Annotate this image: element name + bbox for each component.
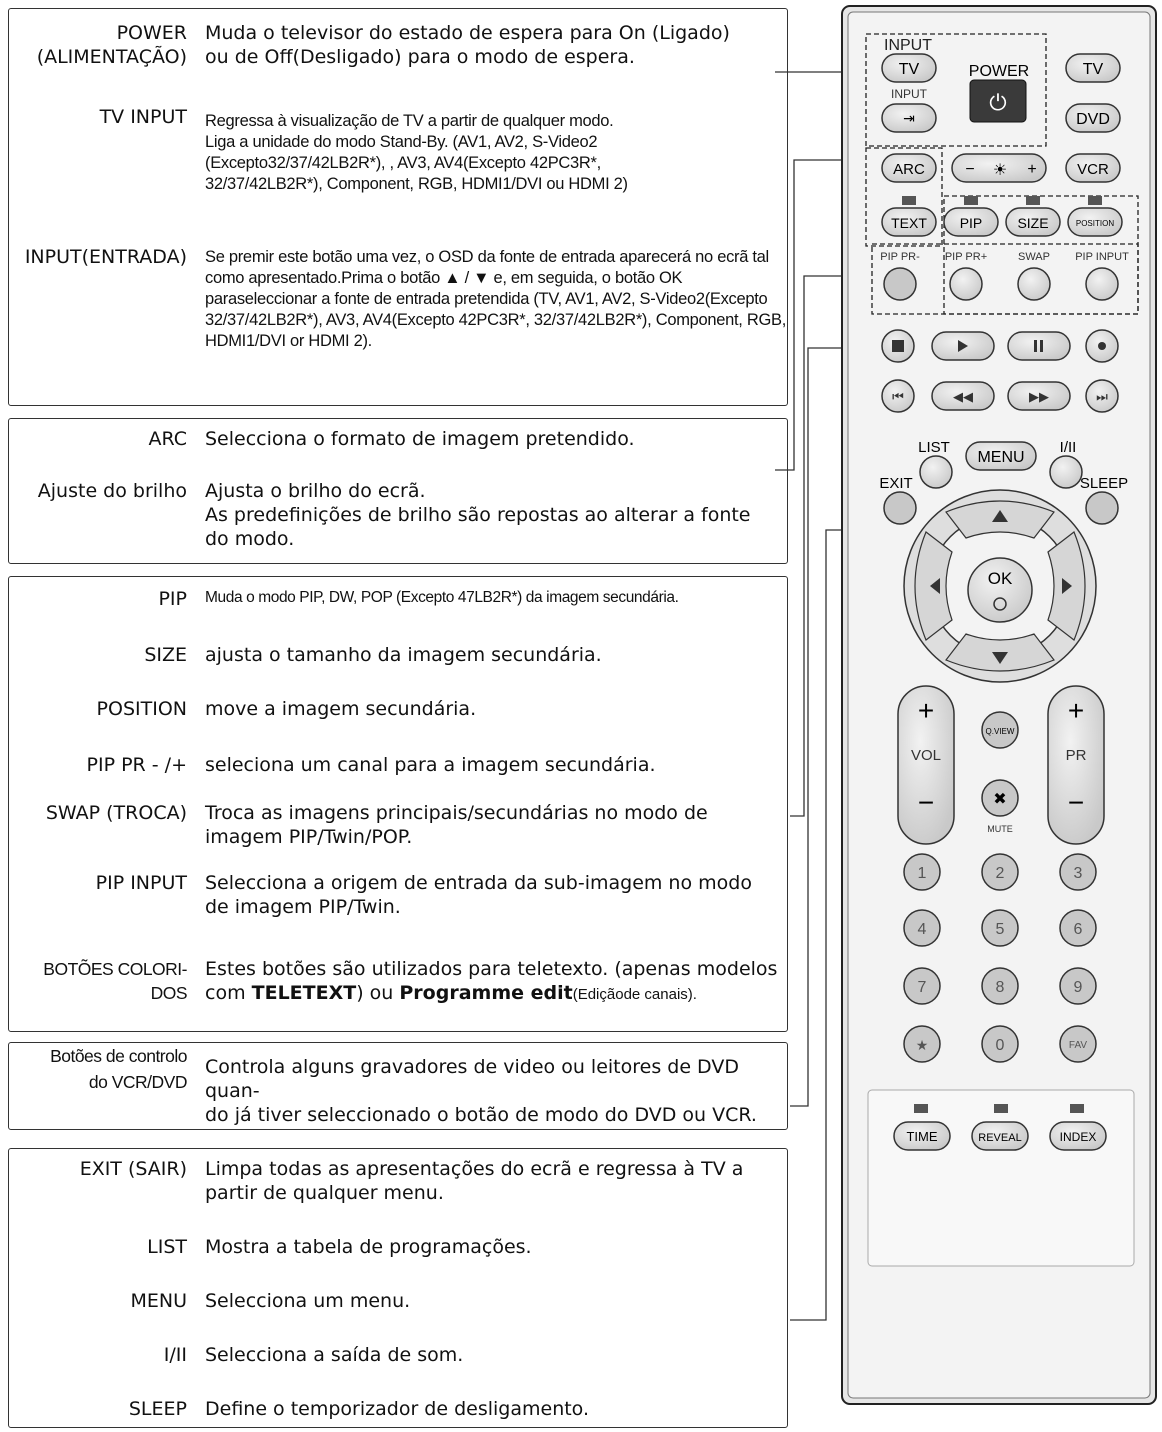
remote-pip-pr-plus-label: PIP PR+ <box>944 251 988 263</box>
record-icon <box>1098 342 1106 350</box>
label-list: LIST <box>147 1236 187 1258</box>
sleep-button[interactable] <box>1086 492 1118 524</box>
minus-icon: − <box>965 161 975 178</box>
vol-plus-icon: + <box>917 695 935 726</box>
remote-swap-label: SWAP <box>1018 251 1050 263</box>
label-pip-pr: PIP PR - /+ <box>86 754 187 776</box>
remote-input-label: INPUT <box>884 37 932 54</box>
remote-position-label: POSITION <box>1075 219 1115 228</box>
remote-size-label: SIZE <box>1017 215 1049 231</box>
power-icon: ⏻ <box>989 90 1007 115</box>
plus-icon: + <box>1027 161 1037 178</box>
pip-button[interactable] <box>944 208 998 236</box>
tv-mode-button[interactable] <box>1066 54 1120 82</box>
reveal-button[interactable] <box>972 1122 1028 1150</box>
remote-power-label: POWER <box>968 63 1030 80</box>
fav-text: FAV <box>1068 1040 1088 1051</box>
desc-color-part2: ) ou <box>356 982 400 1004</box>
label-power: POWER (ALIMENTAÇÃO) <box>36 22 187 68</box>
pip-pr-plus-button[interactable] <box>950 268 982 300</box>
remote-vol-label: VOL <box>910 747 942 764</box>
remote-exit-label: EXIT <box>879 475 913 492</box>
desc-list: Mostra a tabela de programações. <box>205 1236 532 1258</box>
label-position: POSITION <box>96 698 187 720</box>
desc-position: move a imagem secundária. <box>205 698 477 720</box>
arc-button[interactable] <box>882 154 936 182</box>
label-menu: MENU <box>130 1290 187 1312</box>
number-6-text: 6 <box>1073 921 1083 938</box>
desc-color-teletext: TELETEXT <box>251 982 357 1004</box>
pr-minus-icon: − <box>1067 787 1085 818</box>
desc-vcr-dvd: Controla alguns gravadores de video ou leitores de DVD quan- do já tiver seleccionado o botão de modo do DVD ou VCR. <box>205 1056 757 1126</box>
remote-qview-label: Q.VIEW <box>985 727 1015 736</box>
desc-color-programme: Programme edit <box>399 982 573 1004</box>
remote-ok-text: OK <box>987 569 1013 588</box>
number-2-text: 2 <box>995 865 1005 882</box>
skip-forward-icon: ⏭ <box>1096 389 1108 404</box>
number-0-text: 0 <box>995 1037 1005 1054</box>
i-ii-button[interactable] <box>1050 456 1082 488</box>
label-i-ii: I/II <box>163 1344 187 1366</box>
remote-time-text: TIME <box>906 1129 938 1144</box>
navigation-pad <box>904 490 1096 682</box>
teletext-panel <box>868 1090 1134 1266</box>
pip-pr-minus-button[interactable] <box>884 268 916 300</box>
fast-forward-icon: ▶▶ <box>1029 389 1049 404</box>
desc-i-ii: Selecciona a saída de som. <box>205 1344 464 1366</box>
desc-exit: Limpa todas as apresentações do ecrã e regressa à TV a partir de qualquer menu. <box>205 1158 744 1204</box>
label-pip: PIP <box>158 588 187 610</box>
number-4-text: 4 <box>917 921 927 938</box>
desc-pip: Muda o modo PIP, DW, POP (Excepto 47LB2R*) da imagem secundária. <box>205 589 679 606</box>
skip-back-icon: ⏮ <box>892 389 904 404</box>
label-tv-input: TV INPUT <box>99 106 187 128</box>
position-button[interactable] <box>1068 208 1122 236</box>
remote-pr-label: PR <box>1065 747 1087 764</box>
power-button[interactable] <box>969 63 1029 122</box>
remote-arc-text: ARC <box>893 161 925 178</box>
remote-reveal-text: REVEAL <box>978 1132 1022 1144</box>
star-icon: ★ <box>915 1037 929 1053</box>
exit-button[interactable] <box>884 492 916 524</box>
remote-tv-text: TV <box>898 61 920 78</box>
number-1-text: 1 <box>917 865 927 882</box>
list-button[interactable] <box>920 456 952 488</box>
pr-plus-icon: + <box>1067 695 1085 726</box>
desc-pip-input: Selecciona a origem de entrada da sub-imagem no modo de imagem PIP/Twin. <box>205 872 752 918</box>
program-rocker[interactable] <box>1048 686 1104 844</box>
number-9-text: 9 <box>1073 979 1083 996</box>
remote-pip-pr-minus-label: PIP PR- <box>880 251 920 263</box>
vol-minus-icon: − <box>917 787 935 818</box>
remote-menu-text: MENU <box>977 449 1025 466</box>
number-3-text: 3 <box>1073 865 1083 882</box>
desc-power: Muda o televisor do estado de espera para On (Ligado) ou de Off(Desligado) para o modo de espera. <box>205 22 730 68</box>
input-tv-button[interactable] <box>882 37 936 82</box>
pause-button[interactable] <box>1008 332 1070 360</box>
label-swap: SWAP (TROCA) <box>45 802 187 824</box>
rewind-icon: ◀◀ <box>953 389 973 404</box>
menu-button[interactable] <box>966 442 1036 470</box>
text-button[interactable] <box>882 208 936 236</box>
remote-i-ii-label: I/II <box>1059 439 1077 456</box>
remote-mute-label: MUTE <box>987 824 1013 834</box>
label-color-buttons: BOTÕES COLORI- DOS <box>43 959 187 1003</box>
label-exit: EXIT (SAIR) <box>79 1158 187 1180</box>
vcr-mode-button[interactable] <box>1066 154 1120 182</box>
remote-input-small-label: INPUT <box>891 87 927 101</box>
desc-menu: Selecciona um menu. <box>205 1290 411 1312</box>
brightness-icon: ☀ <box>992 162 1008 179</box>
label-brightness: Ajuste do brilho <box>37 480 187 502</box>
brightness-button[interactable] <box>952 154 1046 182</box>
number-5-text: 5 <box>995 921 1005 938</box>
desc-sleep: Define o temporizador de desligamento. <box>205 1398 590 1420</box>
remote-sleep-label: SLEEP <box>1079 475 1129 492</box>
desc-tv-input: Regressa à visualização de TV a partir de qualquer modo. Liga a unidade do modo Stand-By. (AV1, AV2, S-Video2 (Excepto32/37/42LB2R*), , AV3, AV4(Excepto 42PC3R*, 32/37/42LB2R*), Component, RGB, HDMI1/DVI ou HDMI 2) <box>205 112 628 193</box>
desc-input: Se premir este botão uma vez, o OSD da fonte de entrada aparecerá no ecrã tal como apresentado.Prima o botão ▲ / ▼ e, em seguida, o botão OK paraseleccionar a fonte de entrada pretendida (TV, AV1, AV2, S-Video2(Excepto 32/37/42LB2R*), AV3, AV4(Excepto 42PC3R*, 32/37/42LB2R*), Component, RGB, HDMI1/DVI or HDMI 2). <box>205 248 787 350</box>
number-8-text: 8 <box>995 979 1005 996</box>
label-sleep: SLEEP <box>128 1398 187 1420</box>
ok-button[interactable] <box>968 558 1032 622</box>
label-input: INPUT(ENTRADA) <box>24 246 187 268</box>
desc-pip-pr: seleciona um canal para a imagem secundária. <box>205 754 656 776</box>
desc-brightness: Ajusta o brilho do ecrã. As predefinições de brilho são repostas ao alterar a fonte do modo. <box>205 480 751 550</box>
index-button[interactable] <box>1050 1122 1106 1150</box>
remote-pip-input-label: PIP INPUT <box>1075 251 1129 263</box>
dvd-mode-button[interactable] <box>1066 104 1120 132</box>
label-vcr-dvd: Botões de controlo do VCR/DVD <box>50 1046 187 1092</box>
remote-text-label: TEXT <box>891 215 927 231</box>
volume-rocker[interactable] <box>898 686 954 844</box>
remote-vcr-text: VCR <box>1077 161 1109 178</box>
time-button[interactable] <box>894 1122 950 1150</box>
mute-icon: ✖ <box>993 791 1007 808</box>
label-size: SIZE <box>144 644 187 666</box>
remote-index-text: INDEX <box>1059 1130 1097 1144</box>
remote-pip-label: PIP <box>959 215 983 231</box>
desc-color-part1: Estes botões são utilizados para teletexto. (apenas modelos com <box>205 958 778 1004</box>
desc-size: ajusta o tamanho da imagem secundária. <box>205 644 602 666</box>
desc-arc: Selecciona o formato de imagem pretendido. <box>205 428 635 450</box>
number-7-text: 7 <box>917 979 927 996</box>
remote-dvd-text: DVD <box>1076 111 1110 128</box>
remote-list-label: LIST <box>918 439 950 456</box>
remote-tv-mode-text: TV <box>1082 61 1104 78</box>
label-arc: ARC <box>148 428 187 450</box>
desc-color-part3: (Ediçãode canais). <box>572 986 697 1003</box>
swap-button[interactable] <box>1018 268 1050 300</box>
pip-input-button[interactable] <box>1086 268 1118 300</box>
stop-icon <box>892 340 904 352</box>
input-source-icon: ⇥ <box>903 110 915 126</box>
label-pip-input: PIP INPUT <box>95 872 187 894</box>
size-button[interactable] <box>1006 208 1060 236</box>
desc-swap: Troca as imagens principais/secundárias no modo de imagem PIP/Twin/POP. <box>205 802 708 848</box>
